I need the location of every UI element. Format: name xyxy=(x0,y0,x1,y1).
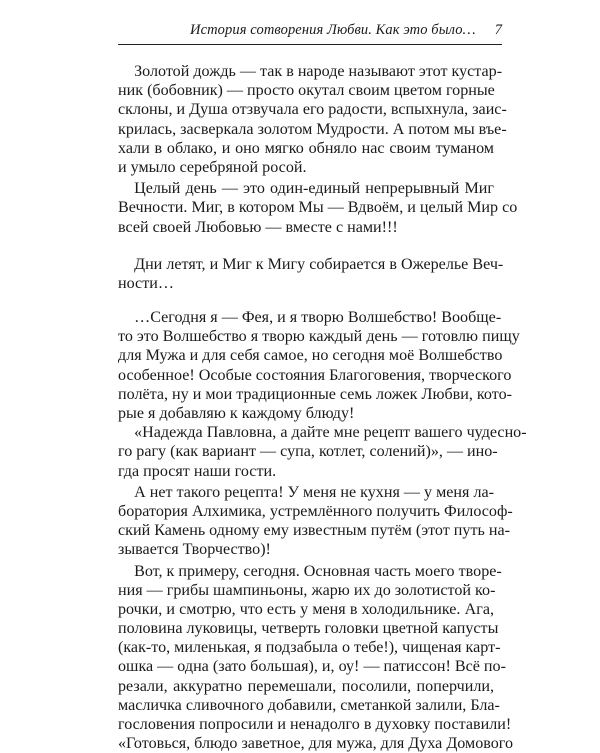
paragraph xyxy=(118,423,494,481)
text-line: ник (бобовник) — просто окутал своим цветом горные xyxy=(118,81,494,100)
text-line: «Надежда Павловна, а дайте мне рецепт вашего чудесно- xyxy=(118,423,494,442)
text-line: гословения попросили и ненадолго в духовку поставили! xyxy=(118,715,494,734)
text-line: боратория Алхимика, устремлённого получить Философ- xyxy=(118,502,494,521)
text-line: то это Волшебство я творю каждый день — готовлю пищу xyxy=(118,327,494,346)
text-line: А нет такого рецепта! У меня не кухня — у меня ла- xyxy=(118,483,494,502)
text-line: всей своей Любовью — вместе с нами!!! xyxy=(118,218,494,237)
text-line: ния — грибы шампиньоны, жарю их до золотистой ко- xyxy=(118,581,494,600)
paragraph xyxy=(118,62,494,177)
page-number: 7 xyxy=(495,22,502,39)
text-line: масличка сливочного добавили, сметанкой залили, Бла- xyxy=(118,696,494,715)
text-line: ности… xyxy=(118,274,494,293)
text-line: ошка — одна (зато большая), и, оу! — патиссон! Всё по- xyxy=(118,657,494,676)
text-line: склоны, и Душа отзвучала его радости, вспыхнула, заис- xyxy=(118,100,494,119)
text-line: ский Камень одному ему известным путём (этот путь на- xyxy=(118,521,494,540)
paragraph xyxy=(118,483,494,560)
text-line: Целый день — это один-единый непрерывный Миг xyxy=(118,179,494,198)
text-line: …Сегодня я — Фея, и я творю Волшебство! Вообще- xyxy=(118,308,494,327)
text-line: Вот, к примеру, сегодня. Основная часть моего творе- xyxy=(118,562,494,581)
running-title: История сотворения Любви. Как это было… xyxy=(190,22,476,39)
paragraph xyxy=(118,255,494,293)
paragraph xyxy=(118,179,494,237)
text-line: рые я добавляю к каждому блюду! xyxy=(118,404,494,423)
text-line: половина луковицы, четверть головки цветной капусты xyxy=(118,619,494,638)
paragraph xyxy=(118,308,494,423)
body-text xyxy=(118,62,494,753)
text-line: зывается Творчество)! xyxy=(118,540,494,559)
page-header xyxy=(118,18,502,45)
text-line: гда просят наши гости. xyxy=(118,462,494,481)
text-line: крилась, засверкала золотом Мудрости. А потом мы въе- xyxy=(118,120,494,139)
text-line: «Готовься, блюдо заветное, для мужа, для Духа Домового xyxy=(118,734,494,753)
text-line: полёта, ну и мои традиционные семь ложек Любви, кото- xyxy=(118,385,494,404)
text-line: Золотой дождь — так в народе называют этот кустар- xyxy=(118,62,494,81)
text-line: особенное! Особые состояния Благоговения, творческого xyxy=(118,366,494,385)
text-line: для Мужа и для себя самое, но сегодня моё Волшебство xyxy=(118,346,494,365)
text-line: (как-то, миленькая, я подзабыла о тебе!), чищеная карт- xyxy=(118,638,494,657)
text-line: го рагу (как вариант — супа, котлет, солений)», — ино- xyxy=(118,442,494,461)
text-line: и умыло серебряной росой. xyxy=(118,158,494,177)
paragraph xyxy=(118,562,494,753)
text-line: резали, аккуратно перемешали, посолили, поперчили, xyxy=(118,677,494,696)
text-line: Дни летят, и Миг к Мигу собирается в Ожерелье Веч- xyxy=(118,255,494,274)
text-line: Вечности. Миг, в котором Мы — Вдвоём, и целый Мир со xyxy=(118,198,494,217)
text-line: хали в облако, и оно мягко обняло нас своим туманом xyxy=(118,139,494,158)
text-line: рочки, и смотрю, что есть у меня в холодильнике. Ага, xyxy=(118,600,494,619)
